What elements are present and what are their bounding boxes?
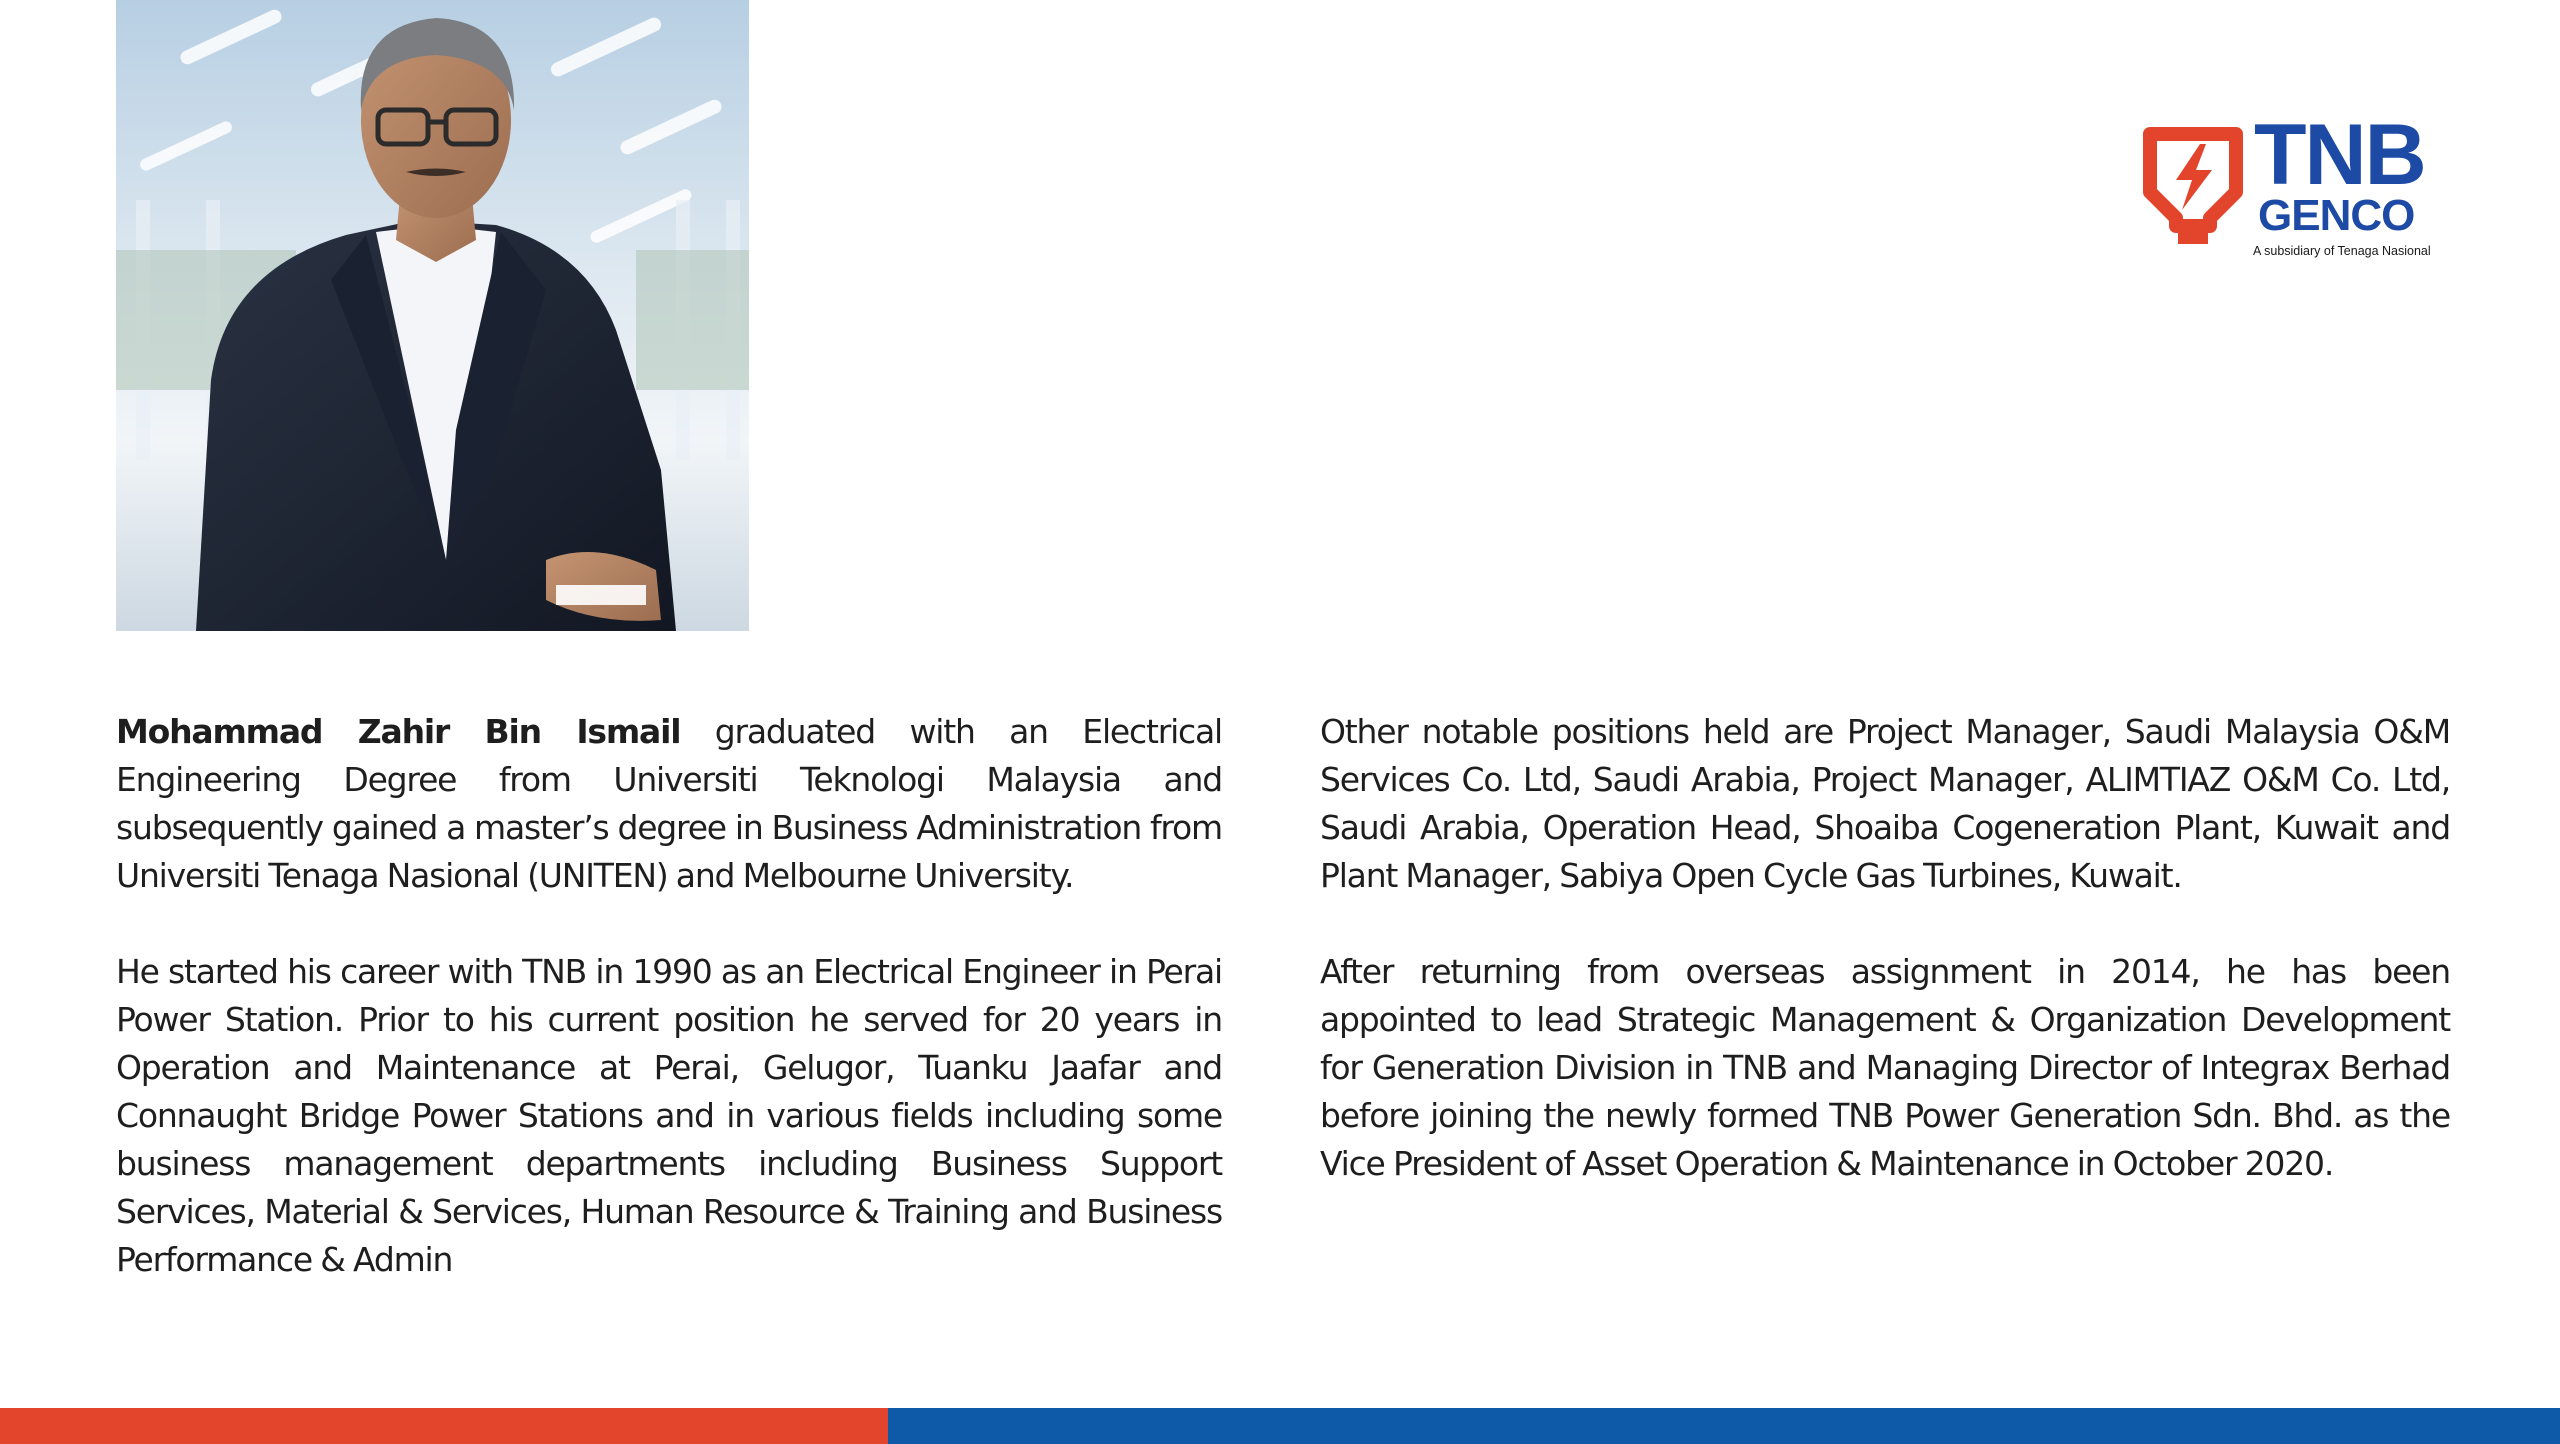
bio-paragraph-1-text: graduated with an Electrical Engineering Degree from Universiti Teknologi Malaysia and subsequently gained a master’s degree in Business Administration from Universiti Tenaga Nasional (UNITEN) and Melbourne University. [116, 712, 1222, 895]
bio-right-column [1320, 708, 2450, 1236]
bio-paragraph-4: After returning from overseas assignment in 2014, he has been appointed to lead Strategic Management & Organization Development for Generation Division in TNB and Managing Director of Integrax Berhad before joining the newly formed TNB Power Generation Sdn. Bhd. as the Vice President of Asset Operation & Maintenance in October 2020. [1320, 952, 2450, 1183]
bio-paragraph-3: Other notable positions held are Project Manager, Saudi Malaysia O&M Services Co. Ltd, Saudi Arabia, Project Manager, ALIMTIAZ O&M Co. Ltd, Saudi Arabia, Operation Head, Shoaiba Cogeneration Plant, Kuwait and Plant Manager, Sabiya Open Cycle Gas Turbines, Kuwait. [1320, 712, 2450, 895]
footer-bar-blue [888, 1408, 2560, 1444]
logo-brand-top: TNB [2254, 107, 2425, 203]
lightbulb-bolt-icon [2140, 126, 2246, 248]
logo-brand-bottom: GENCO [2258, 191, 2415, 240]
portrait-photo [116, 0, 749, 631]
logo-subtitle: A subsidiary of Tenaga Nasional [2253, 244, 2431, 258]
company-logo [2140, 107, 2452, 268]
footer-bar-red [0, 1408, 888, 1444]
footer-color-bar [0, 1408, 2560, 1444]
bio-left-column [116, 708, 1222, 1332]
bio-paragraph-1 [116, 708, 1222, 900]
bio-paragraph-2: He started his career with TNB in 1990 as an Electrical Engineer in Perai Power Station. Prior to his current position he served for 20 years in Operation and Maintenance at Perai, Gelugor, Tuanku Jaafar and Connaught Bridge Power Stations and in various fields including some business management departments including Business Support Services, Material & Services, Human Resource & Training and Business Performance & Admin [116, 952, 1222, 1279]
portrait-illustration [116, 0, 749, 631]
person-name: Mohammad Zahir Bin Ismail [116, 712, 681, 751]
